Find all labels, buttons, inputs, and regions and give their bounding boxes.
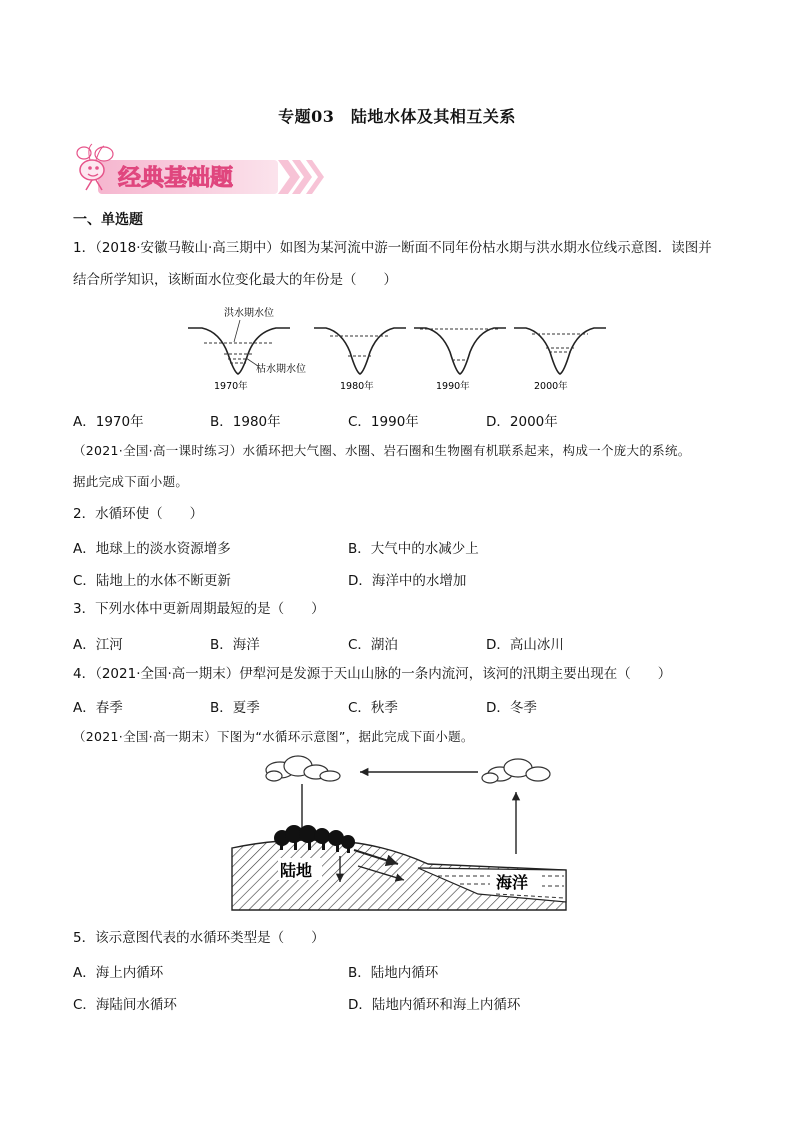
land-label: 陆地	[280, 861, 313, 880]
q2-stem: 2．水循环使（ ）	[73, 506, 204, 522]
q4-option-a[interactable]: A．春季	[73, 700, 123, 716]
section-heading: 一、单选题	[73, 212, 143, 228]
q1-option-a[interactable]: A．1970年	[73, 414, 144, 430]
year-label-1990: 1990年	[436, 381, 470, 392]
q1-river-figure	[180, 302, 610, 396]
river-section-1970	[188, 306, 306, 392]
q2-option-b[interactable]: B．大气中的水减少上	[348, 541, 479, 557]
section-banner	[70, 140, 330, 198]
cloud-icon	[482, 759, 550, 783]
q1-option-b[interactable]: B．1980年	[210, 414, 281, 430]
river-section-2000	[514, 328, 606, 392]
q2-option-a[interactable]: A．地球上的淡水资源增多	[73, 541, 231, 557]
q3-option-d[interactable]: D．高山冰川	[486, 637, 564, 653]
q5-option-b[interactable]: B．陆地内循环	[348, 965, 439, 981]
material2-line1: （2021·全国·高一期末）下图为“水循环示意图”，据此完成下面小题。	[73, 729, 474, 744]
q3-stem: 3．下列水体中更新周期最短的是（ ）	[73, 601, 325, 617]
q1-stem-line2: 结合所学知识，该断面水位变化最大的年份是（ ）	[73, 272, 397, 288]
page-title: 专题03 陆地水体及其相互关系	[278, 107, 516, 126]
q2-option-c[interactable]: C．陆地上的水体不断更新	[73, 573, 231, 589]
dry-level-label: 枯水期水位	[256, 364, 306, 375]
year-label-1980: 1980年	[340, 381, 374, 392]
material1-line1: （2021·全国·高一课时练习）水循环把大气圈、水圈、岩石圈和生物圈有机联系起来，构成一个庞大的系统。	[73, 443, 691, 458]
q1-option-c[interactable]: C．1990年	[348, 414, 419, 430]
material1-line2: 据此完成下面小题。	[73, 474, 189, 489]
q5-option-a[interactable]: A．海上内循环	[73, 965, 164, 981]
q5-option-d[interactable]: D．陆地内循环和海上内循环	[348, 997, 521, 1013]
q4-stem: 4．（2021·全国·高一期末）伊犁河是发源于天山山脉的一条内流河，该河的汛期主要出现在（ ）	[73, 666, 672, 682]
q5-stem: 5．该示意图代表的水循环类型是（ ）	[73, 930, 325, 946]
q1-option-d[interactable]: D．2000年	[486, 414, 558, 430]
q4-option-c[interactable]: C．秋季	[348, 700, 398, 716]
cloud-icon	[266, 756, 340, 781]
year-label-2000: 2000年	[534, 381, 568, 392]
q3-option-a[interactable]: A．江河	[73, 637, 123, 653]
sea-label: 海洋	[496, 873, 529, 892]
q3-option-b[interactable]: B．海洋	[210, 637, 260, 653]
q1-stem-line1: 1．（2018·安徽马鞍山·高三期中）如图为某河流中游一断面不同年份枯水期与洪水期水位线示意图．读图并	[73, 240, 712, 256]
flood-level-label: 洪水期水位	[224, 308, 274, 319]
q4-option-d[interactable]: D．冬季	[486, 700, 537, 716]
river-section-1990	[414, 328, 506, 392]
q3-option-c[interactable]: C．湖泊	[348, 637, 398, 653]
q4-option-b[interactable]: B．夏季	[210, 700, 260, 716]
banner-text: 经典基础题	[118, 165, 233, 191]
year-label-1970: 1970年	[214, 381, 248, 392]
water-cycle-figure	[228, 752, 570, 916]
q2-option-d[interactable]: D．海洋中的水增加	[348, 573, 467, 589]
q5-option-c[interactable]: C．海陆间水循环	[73, 997, 177, 1013]
river-section-1980	[314, 328, 406, 392]
